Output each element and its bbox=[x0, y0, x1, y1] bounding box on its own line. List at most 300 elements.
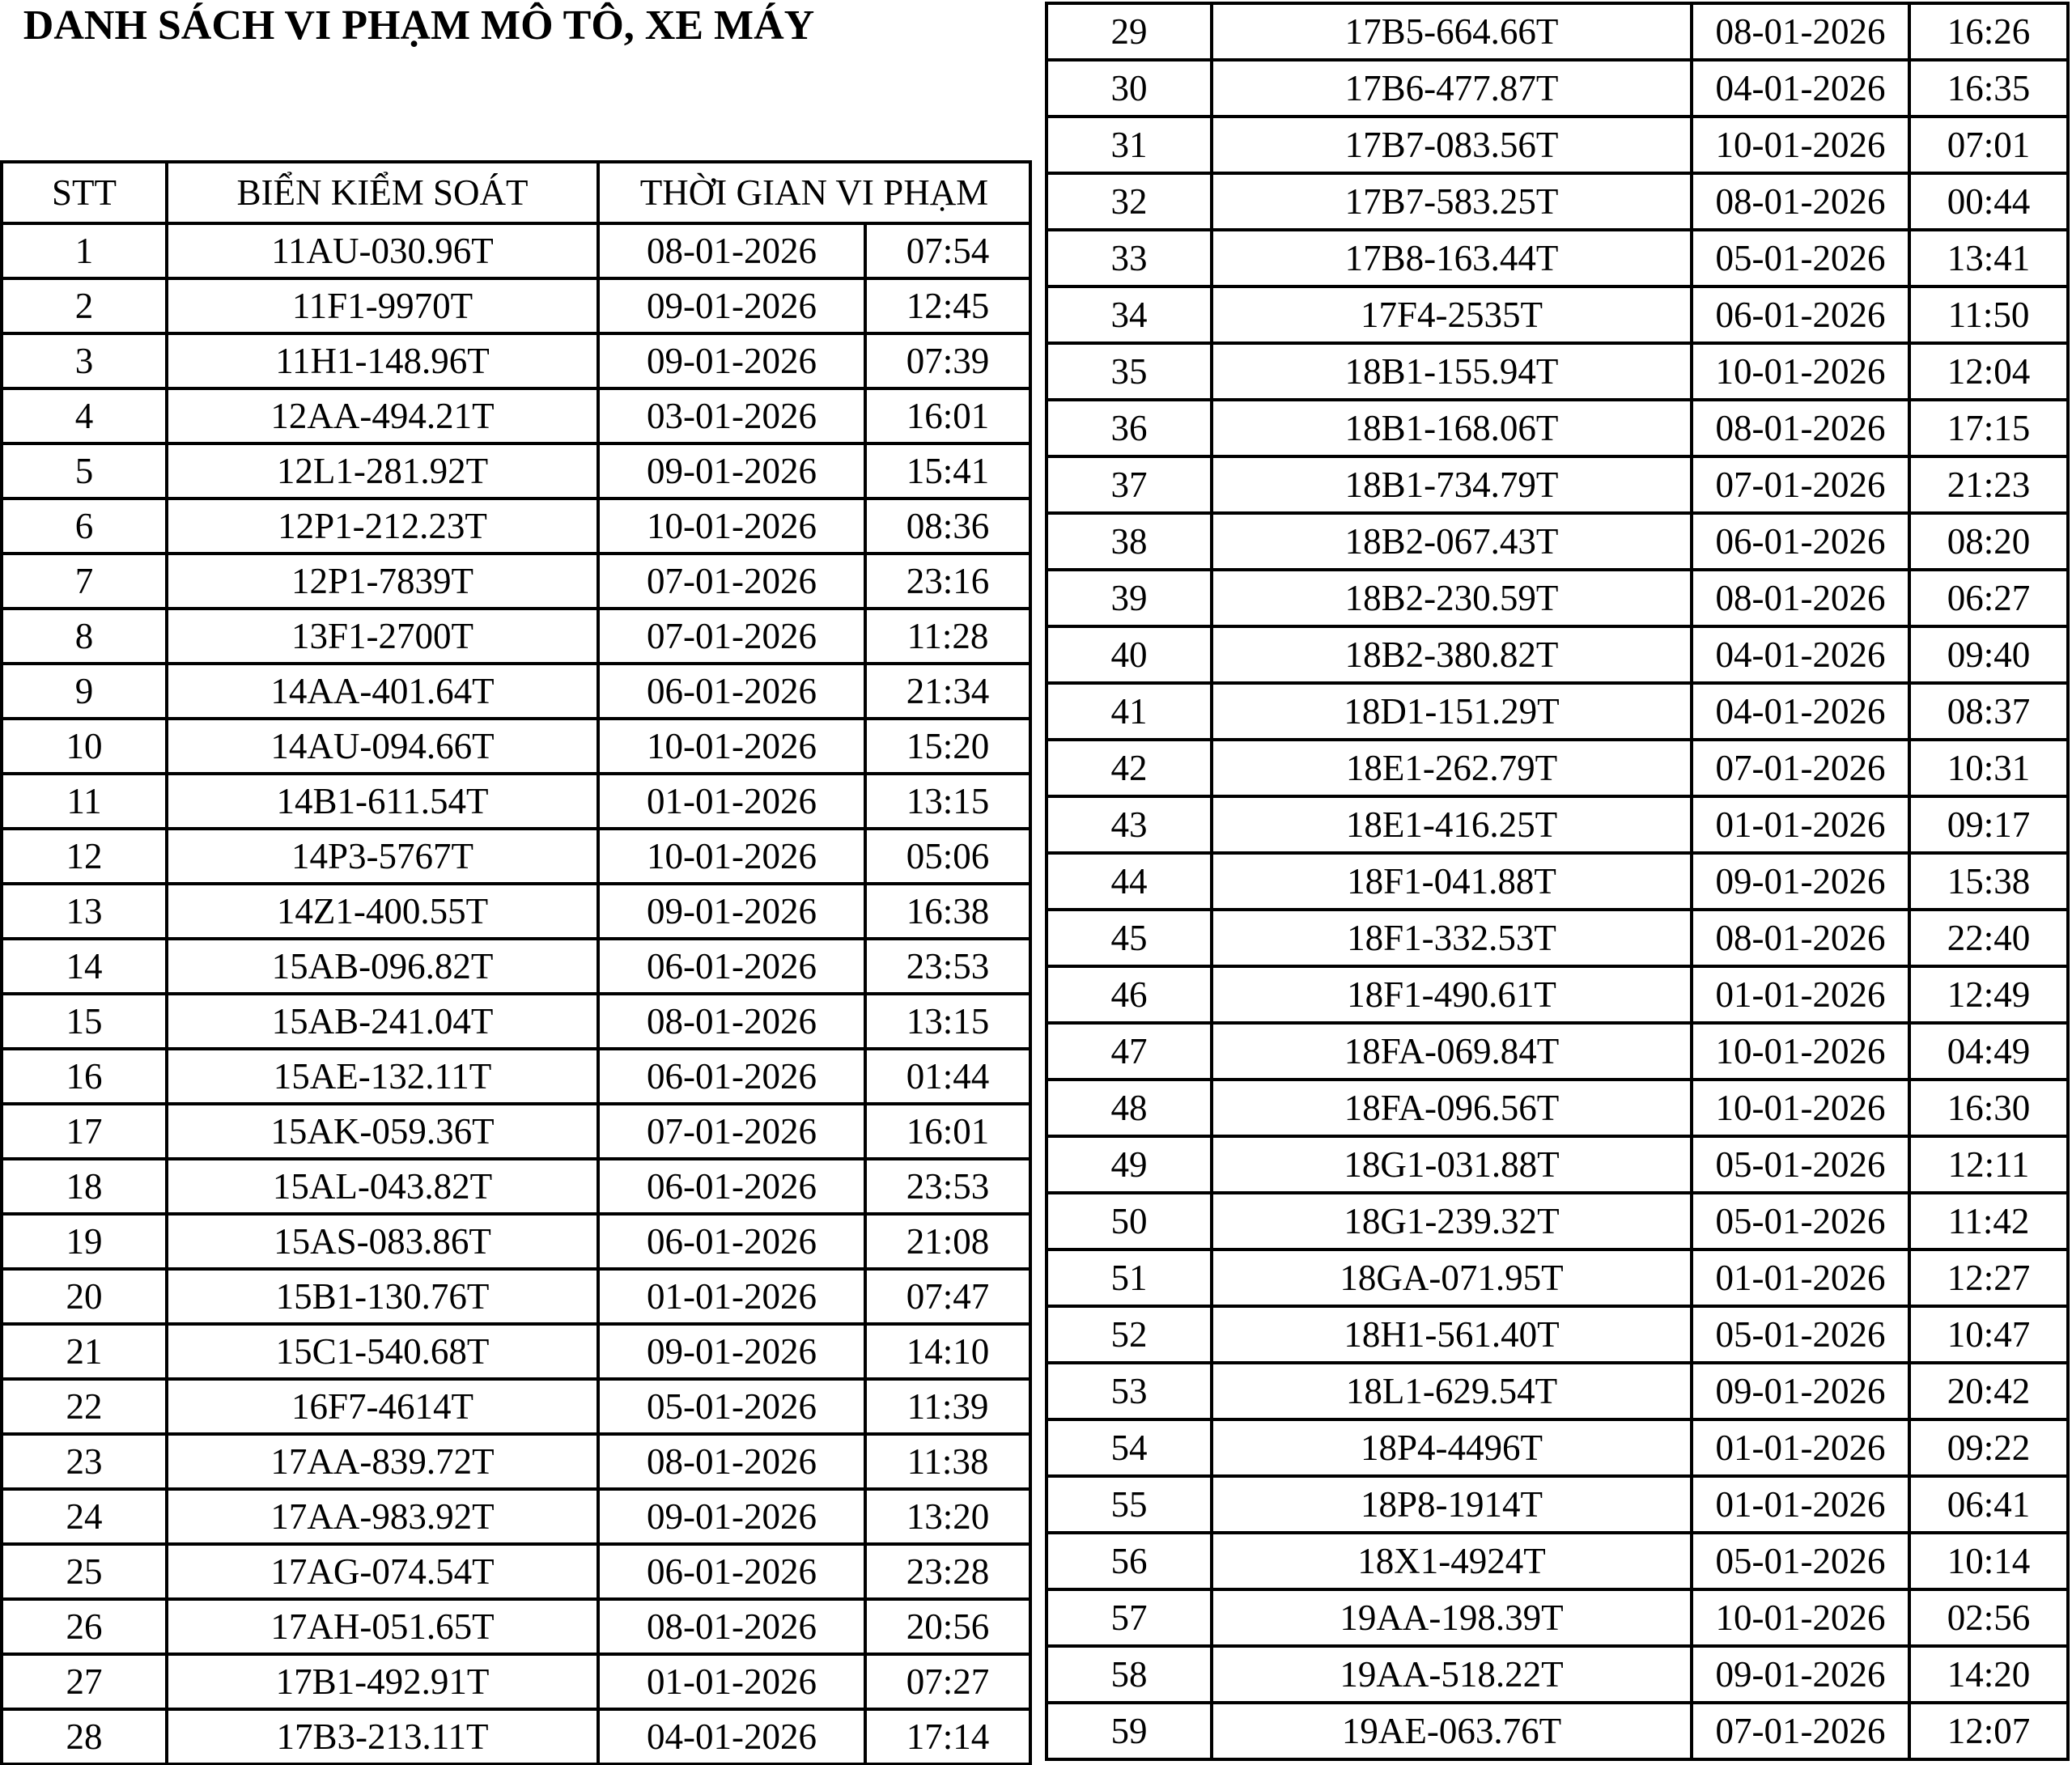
violation-time-cell: 21:08 bbox=[865, 1214, 1030, 1269]
stt-cell: 14 bbox=[2, 939, 167, 994]
violation-time-cell: 08:20 bbox=[1909, 513, 2068, 570]
license-plate-cell: 14Z1-400.55T bbox=[167, 884, 598, 939]
violation-date-cell: 01-01-2026 bbox=[598, 1654, 865, 1709]
stt-cell: 23 bbox=[2, 1434, 167, 1489]
violation-date-cell: 01-01-2026 bbox=[598, 774, 865, 829]
stt-cell: 25 bbox=[2, 1544, 167, 1599]
license-plate-cell: 19AE-063.76T bbox=[1212, 1703, 1692, 1759]
violation-date-cell: 04-01-2026 bbox=[1692, 626, 1909, 683]
stt-cell: 11 bbox=[2, 774, 167, 829]
violation-time-cell: 13:15 bbox=[865, 994, 1030, 1049]
violation-time-cell: 15:38 bbox=[1909, 853, 2068, 910]
table-row bbox=[1047, 1476, 2068, 1533]
stt-cell: 26 bbox=[2, 1599, 167, 1654]
table-row bbox=[2, 719, 1030, 774]
stt-cell: 53 bbox=[1047, 1363, 1212, 1419]
stt-cell: 12 bbox=[2, 829, 167, 884]
license-plate-cell: 18H1-561.40T bbox=[1212, 1306, 1692, 1363]
violation-time-cell: 08:36 bbox=[865, 499, 1030, 554]
violation-date-cell: 08-01-2026 bbox=[1692, 3, 1909, 60]
license-plate-cell: 17B7-083.56T bbox=[1212, 117, 1692, 173]
violation-time-cell: 16:38 bbox=[865, 884, 1030, 939]
stt-cell: 40 bbox=[1047, 626, 1212, 683]
stt-cell: 8 bbox=[2, 609, 167, 664]
stt-cell: 42 bbox=[1047, 740, 1212, 796]
license-plate-cell: 17B5-664.66T bbox=[1212, 3, 1692, 60]
license-plate-cell: 18B1-734.79T bbox=[1212, 456, 1692, 513]
violation-time-cell: 17:14 bbox=[865, 1709, 1030, 1764]
violation-time-cell: 23:53 bbox=[865, 939, 1030, 994]
table-row bbox=[2, 774, 1030, 829]
violation-date-cell: 05-01-2026 bbox=[1692, 1533, 1909, 1589]
violation-date-cell: 08-01-2026 bbox=[598, 994, 865, 1049]
violation-time-cell: 05:06 bbox=[865, 829, 1030, 884]
violation-date-cell: 09-01-2026 bbox=[1692, 1363, 1909, 1419]
violation-table-left-body bbox=[2, 223, 1030, 1764]
violation-date-cell: 10-01-2026 bbox=[1692, 343, 1909, 400]
violation-time-cell: 11:50 bbox=[1909, 286, 2068, 343]
table-row bbox=[2, 1049, 1030, 1104]
table-row bbox=[1047, 513, 2068, 570]
license-plate-cell: 17AG-074.54T bbox=[167, 1544, 598, 1599]
stt-cell: 29 bbox=[1047, 3, 1212, 60]
license-plate-cell: 18E1-416.25T bbox=[1212, 796, 1692, 853]
violation-date-cell: 08-01-2026 bbox=[1692, 910, 1909, 966]
table-row bbox=[2, 1214, 1030, 1269]
violation-time-cell: 16:01 bbox=[865, 1104, 1030, 1159]
table-row bbox=[1047, 1589, 2068, 1646]
stt-cell: 41 bbox=[1047, 683, 1212, 740]
table-row bbox=[1047, 3, 2068, 60]
violation-time-cell: 07:01 bbox=[1909, 117, 2068, 173]
license-plate-cell: 18B2-067.43T bbox=[1212, 513, 1692, 570]
violation-date-cell: 09-01-2026 bbox=[598, 333, 865, 388]
table-row bbox=[1047, 343, 2068, 400]
violation-date-cell: 05-01-2026 bbox=[1692, 1136, 1909, 1193]
stt-cell: 3 bbox=[2, 333, 167, 388]
stt-cell: 38 bbox=[1047, 513, 1212, 570]
violation-time-cell: 12:49 bbox=[1909, 966, 2068, 1023]
violation-time-cell: 11:39 bbox=[865, 1379, 1030, 1434]
stt-cell: 46 bbox=[1047, 966, 1212, 1023]
license-plate-cell: 18B1-155.94T bbox=[1212, 343, 1692, 400]
table-row bbox=[1047, 1363, 2068, 1419]
violation-time-cell: 13:41 bbox=[1909, 230, 2068, 286]
violation-date-cell: 01-01-2026 bbox=[1692, 796, 1909, 853]
violation-time-cell: 23:28 bbox=[865, 1544, 1030, 1599]
table-row bbox=[1047, 1306, 2068, 1363]
violation-date-cell: 06-01-2026 bbox=[598, 664, 865, 719]
license-plate-cell: 14P3-5767T bbox=[167, 829, 598, 884]
stt-cell: 54 bbox=[1047, 1419, 1212, 1476]
violation-date-cell: 09-01-2026 bbox=[1692, 853, 1909, 910]
violation-date-cell: 01-01-2026 bbox=[1692, 1476, 1909, 1533]
table-row bbox=[2, 1104, 1030, 1159]
violation-time-cell: 14:10 bbox=[865, 1324, 1030, 1379]
license-plate-cell: 18B2-380.82T bbox=[1212, 626, 1692, 683]
violation-time-cell: 16:01 bbox=[865, 388, 1030, 443]
violation-date-cell: 08-01-2026 bbox=[1692, 173, 1909, 230]
violation-date-cell: 08-01-2026 bbox=[598, 1434, 865, 1489]
table-row bbox=[1047, 1419, 2068, 1476]
table-row bbox=[2, 664, 1030, 719]
violation-date-cell: 01-01-2026 bbox=[1692, 966, 1909, 1023]
violation-date-cell: 09-01-2026 bbox=[598, 884, 865, 939]
violation-date-cell: 09-01-2026 bbox=[598, 1489, 865, 1544]
violation-date-cell: 05-01-2026 bbox=[1692, 230, 1909, 286]
table-row bbox=[1047, 230, 2068, 286]
stt-cell: 19 bbox=[2, 1214, 167, 1269]
license-plate-cell: 17F4-2535T bbox=[1212, 286, 1692, 343]
stt-cell: 51 bbox=[1047, 1250, 1212, 1306]
stt-cell: 22 bbox=[2, 1379, 167, 1434]
license-plate-cell: 18F1-490.61T bbox=[1212, 966, 1692, 1023]
license-plate-cell: 14AU-094.66T bbox=[167, 719, 598, 774]
license-plate-cell: 18FA-069.84T bbox=[1212, 1023, 1692, 1080]
license-plate-cell: 15AB-241.04T bbox=[167, 994, 598, 1049]
license-plate-cell: 15AS-083.86T bbox=[167, 1214, 598, 1269]
license-plate-cell: 17B7-583.25T bbox=[1212, 173, 1692, 230]
violation-time-cell: 09:17 bbox=[1909, 796, 2068, 853]
stt-cell: 24 bbox=[2, 1489, 167, 1544]
violation-time-cell: 06:41 bbox=[1909, 1476, 2068, 1533]
violation-time-cell: 23:16 bbox=[865, 554, 1030, 609]
license-plate-cell: 18F1-041.88T bbox=[1212, 853, 1692, 910]
license-plate-cell: 15AK-059.36T bbox=[167, 1104, 598, 1159]
table-row bbox=[2, 223, 1030, 278]
violation-date-cell: 09-01-2026 bbox=[598, 1324, 865, 1379]
license-plate-cell: 18B1-168.06T bbox=[1212, 400, 1692, 456]
table-row bbox=[2, 443, 1030, 499]
violation-time-cell: 21:23 bbox=[1909, 456, 2068, 513]
table-row bbox=[1047, 1136, 2068, 1193]
stt-cell: 28 bbox=[2, 1709, 167, 1764]
violation-time-cell: 12:27 bbox=[1909, 1250, 2068, 1306]
stt-cell: 49 bbox=[1047, 1136, 1212, 1193]
violation-time-cell: 12:07 bbox=[1909, 1703, 2068, 1759]
violation-time-cell: 07:27 bbox=[865, 1654, 1030, 1709]
stt-cell: 17 bbox=[2, 1104, 167, 1159]
violation-time-cell: 04:49 bbox=[1909, 1023, 2068, 1080]
violation-date-cell: 08-01-2026 bbox=[1692, 570, 1909, 626]
table-row bbox=[1047, 570, 2068, 626]
violation-date-cell: 10-01-2026 bbox=[598, 499, 865, 554]
license-plate-cell: 18FA-096.56T bbox=[1212, 1080, 1692, 1136]
violation-date-cell: 08-01-2026 bbox=[598, 1599, 865, 1654]
stt-cell: 1 bbox=[2, 223, 167, 278]
license-plate-cell: 17B3-213.11T bbox=[167, 1709, 598, 1764]
violation-date-cell: 06-01-2026 bbox=[598, 1214, 865, 1269]
license-plate-cell: 17AA-983.92T bbox=[167, 1489, 598, 1544]
license-plate-cell: 11F1-9970T bbox=[167, 278, 598, 333]
stt-cell: 5 bbox=[2, 443, 167, 499]
violation-table-right bbox=[1045, 2, 2070, 1761]
license-plate-cell: 17B8-163.44T bbox=[1212, 230, 1692, 286]
violation-time-cell: 02:56 bbox=[1909, 1589, 2068, 1646]
violation-date-cell: 01-01-2026 bbox=[598, 1269, 865, 1324]
violation-table-right-body bbox=[1047, 3, 2068, 1759]
table-row bbox=[2, 1544, 1030, 1599]
violation-date-cell: 06-01-2026 bbox=[598, 939, 865, 994]
license-plate-cell: 11H1-148.96T bbox=[167, 333, 598, 388]
table-row bbox=[1047, 966, 2068, 1023]
stt-cell: 20 bbox=[2, 1269, 167, 1324]
violation-date-cell: 05-01-2026 bbox=[1692, 1306, 1909, 1363]
stt-cell: 58 bbox=[1047, 1646, 1212, 1703]
table-row bbox=[1047, 286, 2068, 343]
stt-cell: 13 bbox=[2, 884, 167, 939]
stt-cell: 4 bbox=[2, 388, 167, 443]
stt-cell: 48 bbox=[1047, 1080, 1212, 1136]
stt-cell: 18 bbox=[2, 1159, 167, 1214]
violation-date-cell: 04-01-2026 bbox=[1692, 60, 1909, 117]
violation-time-cell: 20:42 bbox=[1909, 1363, 2068, 1419]
violation-date-cell: 08-01-2026 bbox=[1692, 400, 1909, 456]
violation-date-cell: 10-01-2026 bbox=[598, 829, 865, 884]
table-row bbox=[2, 499, 1030, 554]
license-plate-cell: 17B1-492.91T bbox=[167, 1654, 598, 1709]
violation-time-cell: 07:54 bbox=[865, 223, 1030, 278]
violation-date-cell: 06-01-2026 bbox=[1692, 513, 1909, 570]
violation-date-cell: 07-01-2026 bbox=[1692, 456, 1909, 513]
violation-date-cell: 05-01-2026 bbox=[1692, 1193, 1909, 1250]
stt-cell: 31 bbox=[1047, 117, 1212, 173]
stt-cell: 33 bbox=[1047, 230, 1212, 286]
violation-time-cell: 14:20 bbox=[1909, 1646, 2068, 1703]
violation-date-cell: 07-01-2026 bbox=[1692, 1703, 1909, 1759]
table-row bbox=[1047, 1533, 2068, 1589]
license-plate-cell: 18D1-151.29T bbox=[1212, 683, 1692, 740]
table-row bbox=[1047, 173, 2068, 230]
license-plate-cell: 18F1-332.53T bbox=[1212, 910, 1692, 966]
violation-time-cell: 21:34 bbox=[865, 664, 1030, 719]
violation-time-cell: 23:53 bbox=[865, 1159, 1030, 1214]
license-plate-cell: 15AE-132.11T bbox=[167, 1049, 598, 1104]
violation-date-cell: 09-01-2026 bbox=[598, 278, 865, 333]
violation-date-cell: 01-01-2026 bbox=[1692, 1250, 1909, 1306]
table-row bbox=[2, 994, 1030, 1049]
table-row bbox=[1047, 1023, 2068, 1080]
license-plate-cell: 17B6-477.87T bbox=[1212, 60, 1692, 117]
stt-cell: 37 bbox=[1047, 456, 1212, 513]
stt-cell: 6 bbox=[2, 499, 167, 554]
license-plate-cell: 14AA-401.64T bbox=[167, 664, 598, 719]
violation-time-cell: 11:38 bbox=[865, 1434, 1030, 1489]
table-row bbox=[2, 1434, 1030, 1489]
table-row bbox=[1047, 1193, 2068, 1250]
violation-time-cell: 08:37 bbox=[1909, 683, 2068, 740]
stt-cell: 52 bbox=[1047, 1306, 1212, 1363]
license-plate-cell: 16F7-4614T bbox=[167, 1379, 598, 1434]
license-plate-cell: 12P1-7839T bbox=[167, 554, 598, 609]
stt-cell: 16 bbox=[2, 1049, 167, 1104]
violation-time-cell: 07:47 bbox=[865, 1269, 1030, 1324]
violation-time-cell: 12:45 bbox=[865, 278, 1030, 333]
stt-cell: 50 bbox=[1047, 1193, 1212, 1250]
violation-date-cell: 09-01-2026 bbox=[1692, 1646, 1909, 1703]
violation-time-cell: 11:28 bbox=[865, 609, 1030, 664]
violation-time-cell: 10:47 bbox=[1909, 1306, 2068, 1363]
violation-date-cell: 07-01-2026 bbox=[598, 1104, 865, 1159]
violation-time-cell: 07:39 bbox=[865, 333, 1030, 388]
license-plate-cell: 17AA-839.72T bbox=[167, 1434, 598, 1489]
table-row bbox=[1047, 1250, 2068, 1306]
violation-date-cell: 07-01-2026 bbox=[598, 554, 865, 609]
stt-cell: 27 bbox=[2, 1654, 167, 1709]
violation-date-cell: 10-01-2026 bbox=[1692, 1023, 1909, 1080]
stt-cell: 35 bbox=[1047, 343, 1212, 400]
license-plate-cell: 12L1-281.92T bbox=[167, 443, 598, 499]
stt-cell: 32 bbox=[1047, 173, 1212, 230]
violation-date-cell: 01-01-2026 bbox=[1692, 1419, 1909, 1476]
stt-cell: 9 bbox=[2, 664, 167, 719]
table-row bbox=[2, 1324, 1030, 1379]
stt-cell: 21 bbox=[2, 1324, 167, 1379]
license-plate-cell: 18X1-4924T bbox=[1212, 1533, 1692, 1589]
table-row bbox=[1047, 400, 2068, 456]
stt-cell: 15 bbox=[2, 994, 167, 1049]
violation-date-cell: 06-01-2026 bbox=[1692, 286, 1909, 343]
license-plate-cell: 18G1-239.32T bbox=[1212, 1193, 1692, 1250]
stt-cell: 45 bbox=[1047, 910, 1212, 966]
violation-time-cell: 09:22 bbox=[1909, 1419, 2068, 1476]
stt-cell: 56 bbox=[1047, 1533, 1212, 1589]
table-row bbox=[2, 1159, 1030, 1214]
stt-cell: 43 bbox=[1047, 796, 1212, 853]
header-row bbox=[2, 162, 1030, 223]
violation-time-cell: 06:27 bbox=[1909, 570, 2068, 626]
table-row bbox=[2, 388, 1030, 443]
violation-time-cell: 16:35 bbox=[1909, 60, 2068, 117]
table-row bbox=[1047, 796, 2068, 853]
table-row bbox=[2, 333, 1030, 388]
violation-time-cell: 13:20 bbox=[865, 1489, 1030, 1544]
table-row bbox=[1047, 1646, 2068, 1703]
violation-date-cell: 10-01-2026 bbox=[1692, 117, 1909, 173]
stt-cell: 7 bbox=[2, 554, 167, 609]
table-row bbox=[2, 1269, 1030, 1324]
violation-time-cell: 16:30 bbox=[1909, 1080, 2068, 1136]
violation-date-cell: 09-01-2026 bbox=[598, 443, 865, 499]
table-row bbox=[2, 609, 1030, 664]
violation-time-cell: 12:04 bbox=[1909, 343, 2068, 400]
violation-time-cell: 10:31 bbox=[1909, 740, 2068, 796]
violation-date-cell: 07-01-2026 bbox=[598, 609, 865, 664]
stt-cell: 2 bbox=[2, 278, 167, 333]
stt-cell: 55 bbox=[1047, 1476, 1212, 1533]
violation-time-cell: 09:40 bbox=[1909, 626, 2068, 683]
violation-table-left bbox=[0, 160, 1032, 1765]
violation-time-cell: 15:20 bbox=[865, 719, 1030, 774]
violation-time-cell: 20:56 bbox=[865, 1599, 1030, 1654]
violation-date-cell: 06-01-2026 bbox=[598, 1159, 865, 1214]
table-row bbox=[1047, 910, 2068, 966]
violation-date-cell: 06-01-2026 bbox=[598, 1049, 865, 1104]
stt-cell: 57 bbox=[1047, 1589, 1212, 1646]
license-plate-cell: 17AH-051.65T bbox=[167, 1599, 598, 1654]
license-plate-cell: 18P4-4496T bbox=[1212, 1419, 1692, 1476]
license-plate-cell: 18GA-071.95T bbox=[1212, 1250, 1692, 1306]
violation-time-cell: 16:26 bbox=[1909, 3, 2068, 60]
violation-date-cell: 10-01-2026 bbox=[598, 719, 865, 774]
license-plate-cell: 15C1-540.68T bbox=[167, 1324, 598, 1379]
table-row bbox=[1047, 1080, 2068, 1136]
stt-cell: 44 bbox=[1047, 853, 1212, 910]
table-row bbox=[2, 829, 1030, 884]
table-row bbox=[2, 1709, 1030, 1764]
stt-cell: 36 bbox=[1047, 400, 1212, 456]
header-stt: STT bbox=[2, 162, 167, 223]
table-row bbox=[1047, 626, 2068, 683]
license-plate-cell: 12P1-212.23T bbox=[167, 499, 598, 554]
violation-table-header bbox=[2, 162, 1030, 223]
violation-time-cell: 13:15 bbox=[865, 774, 1030, 829]
violation-date-cell: 05-01-2026 bbox=[598, 1379, 865, 1434]
stt-cell: 59 bbox=[1047, 1703, 1212, 1759]
license-plate-cell: 19AA-518.22T bbox=[1212, 1646, 1692, 1703]
violation-date-cell: 04-01-2026 bbox=[598, 1709, 865, 1764]
license-plate-cell: 19AA-198.39T bbox=[1212, 1589, 1692, 1646]
table-row bbox=[1047, 60, 2068, 117]
violation-time-cell: 22:40 bbox=[1909, 910, 2068, 966]
stt-cell: 39 bbox=[1047, 570, 1212, 626]
violation-date-cell: 10-01-2026 bbox=[1692, 1080, 1909, 1136]
license-plate-cell: 12AA-494.21T bbox=[167, 388, 598, 443]
violation-time-cell: 12:11 bbox=[1909, 1136, 2068, 1193]
table-row bbox=[1047, 1703, 2068, 1759]
table-row bbox=[1047, 683, 2068, 740]
license-plate-cell: 18L1-629.54T bbox=[1212, 1363, 1692, 1419]
table-row bbox=[2, 939, 1030, 994]
violation-time-cell: 10:14 bbox=[1909, 1533, 2068, 1589]
table-row bbox=[1047, 740, 2068, 796]
table-row bbox=[2, 1489, 1030, 1544]
table-row bbox=[2, 278, 1030, 333]
violation-time-cell: 01:44 bbox=[865, 1049, 1030, 1104]
violation-time-cell: 11:42 bbox=[1909, 1193, 2068, 1250]
table-row bbox=[1047, 853, 2068, 910]
license-plate-cell: 18G1-031.88T bbox=[1212, 1136, 1692, 1193]
table-row bbox=[2, 1599, 1030, 1654]
stt-cell: 47 bbox=[1047, 1023, 1212, 1080]
license-plate-cell: 14B1-611.54T bbox=[167, 774, 598, 829]
license-plate-cell: 15AB-096.82T bbox=[167, 939, 598, 994]
header-license-plate: BIỂN KIỂM SOÁT bbox=[167, 162, 598, 223]
license-plate-cell: 13F1-2700T bbox=[167, 609, 598, 664]
table-row bbox=[1047, 117, 2068, 173]
violation-date-cell: 04-01-2026 bbox=[1692, 683, 1909, 740]
violation-date-cell: 08-01-2026 bbox=[598, 223, 865, 278]
table-row bbox=[1047, 456, 2068, 513]
violation-time-cell: 17:15 bbox=[1909, 400, 2068, 456]
violation-date-cell: 10-01-2026 bbox=[1692, 1589, 1909, 1646]
license-plate-cell: 18B2-230.59T bbox=[1212, 570, 1692, 626]
stt-cell: 10 bbox=[2, 719, 167, 774]
license-plate-cell: 18P8-1914T bbox=[1212, 1476, 1692, 1533]
license-plate-cell: 15AL-043.82T bbox=[167, 1159, 598, 1214]
table-row bbox=[2, 1379, 1030, 1434]
stt-cell: 34 bbox=[1047, 286, 1212, 343]
stt-cell: 30 bbox=[1047, 60, 1212, 117]
header-violation-time: THỜI GIAN VI PHẠM bbox=[598, 162, 1030, 223]
table-row bbox=[2, 1654, 1030, 1709]
license-plate-cell: 15B1-130.76T bbox=[167, 1269, 598, 1324]
violation-time-cell: 00:44 bbox=[1909, 173, 2068, 230]
violation-date-cell: 06-01-2026 bbox=[598, 1544, 865, 1599]
violation-time-cell: 15:41 bbox=[865, 443, 1030, 499]
table-row bbox=[2, 554, 1030, 609]
page-title: DANH SÁCH VI PHẠM MÔ TÔ, XE MÁY bbox=[23, 2, 815, 49]
